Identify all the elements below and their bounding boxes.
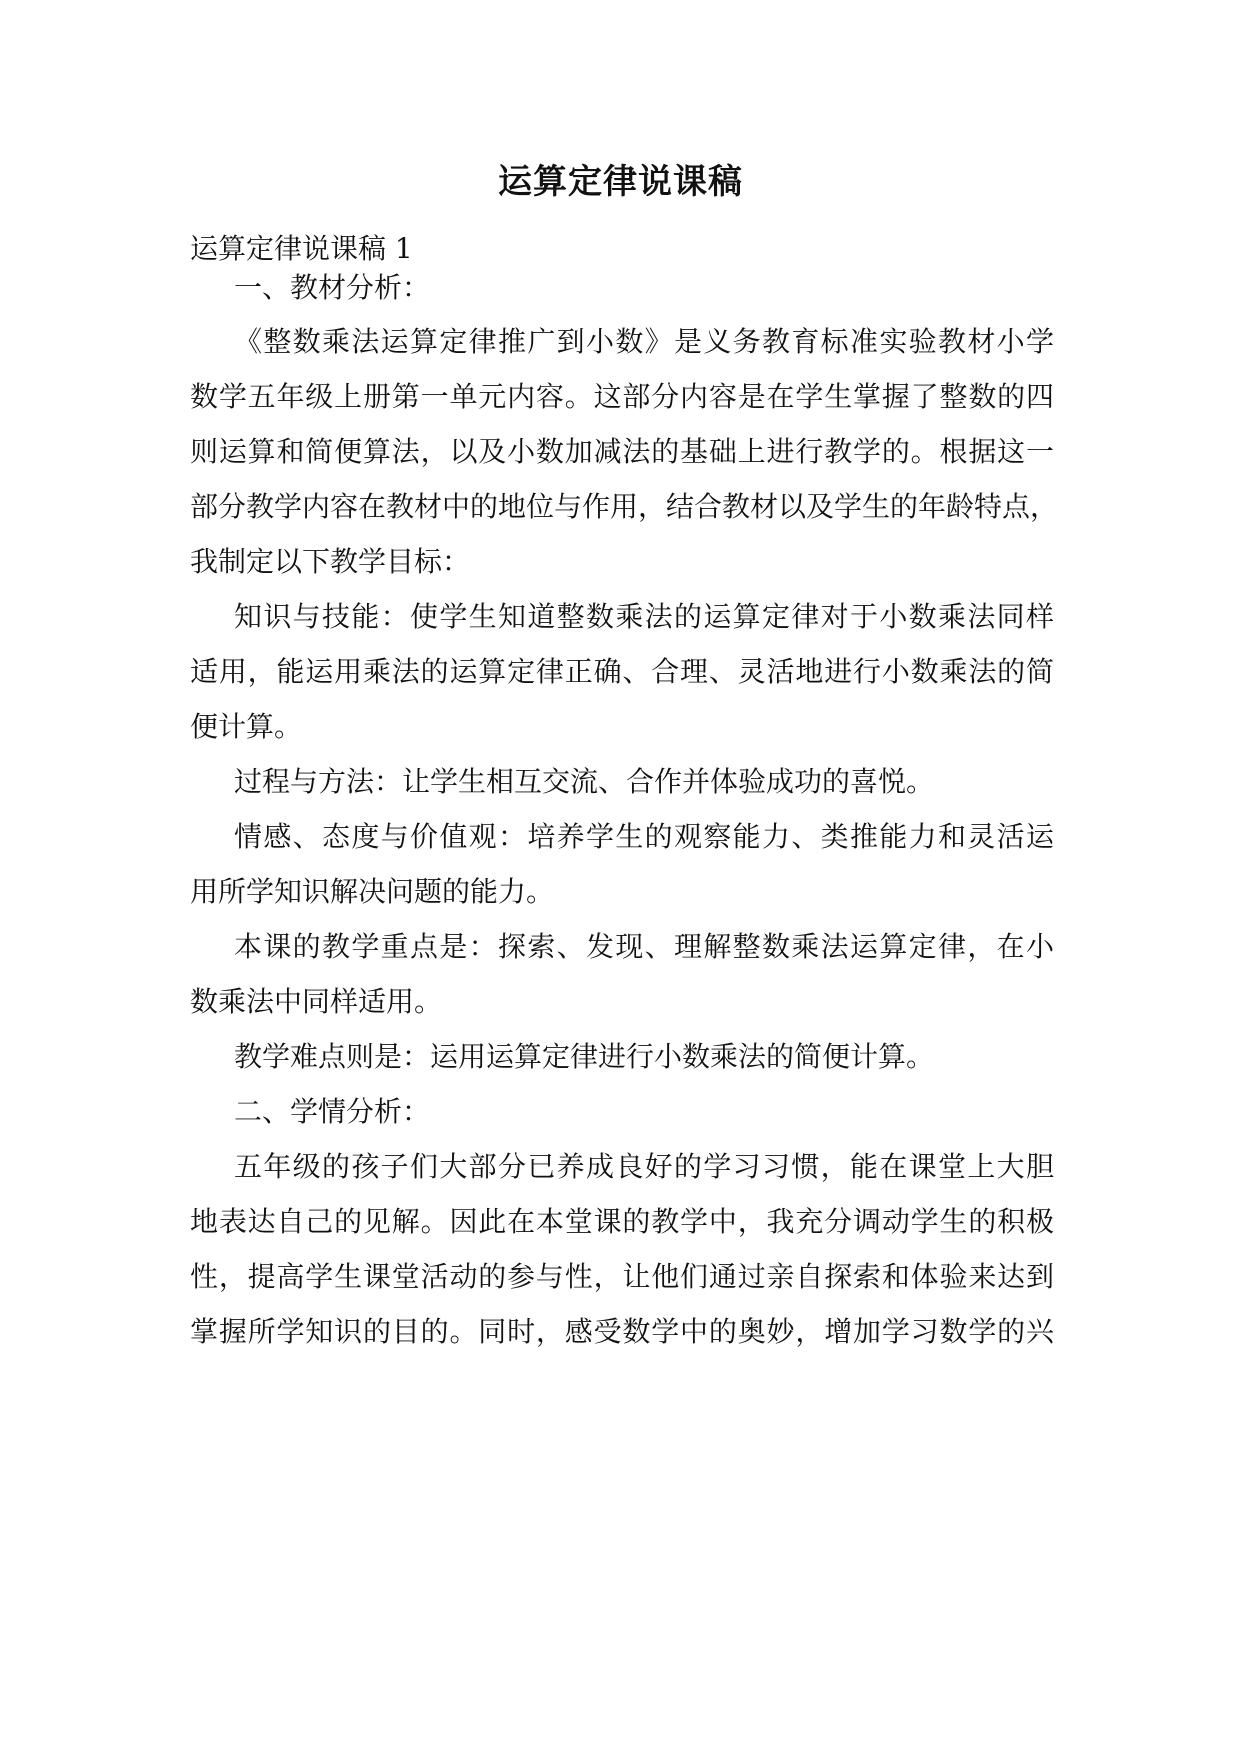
paragraph-line: 过程与方法：让学生相互交流、合作并体验成功的喜悦。 — [234, 765, 935, 798]
paragraph-line: 用所学知识解决问题的能力。 — [190, 875, 555, 908]
paragraph-line: 数学五年级上册第一单元内容。这部分内容是在学生掌握了整数的四 — [190, 380, 1054, 413]
document-subtitle: 运算定律说课稿 1 — [190, 232, 413, 265]
paragraph-line: 数乘法中同样适用。 — [190, 985, 443, 1018]
paragraph-line: 《整数乘法运算定律推广到小数》是义务教育标准实验教材小学 — [234, 325, 1054, 358]
section-heading-student-analysis: 二、学情分析： — [234, 1095, 431, 1128]
paragraph-line: 地表达自己的见解。因此在本堂课的教学中，我充分调动学生的积极 — [190, 1205, 1054, 1238]
paragraph-line: 教学难点则是：运用运算定律进行小数乘法的简便计算。 — [234, 1040, 935, 1073]
paragraph-line: 知识与技能：使学生知道整数乘法的运算定律对于小数乘法同样 — [234, 600, 1054, 633]
paragraph-line: 本课的教学重点是：探索、发现、理解整数乘法运算定律，在小 — [234, 930, 1054, 963]
paragraph-line: 适用，能运用乘法的运算定律正确、合理、灵活地进行小数乘法的简 — [190, 655, 1054, 688]
paragraph-line: 部分教学内容在教材中的地位与作用，结合教材以及学生的年龄特点， — [190, 490, 1059, 523]
paragraph-line: 五年级的孩子们大部分已养成良好的学习习惯，能在课堂上大胆 — [234, 1150, 1054, 1183]
paragraph-line: 则运算和简便算法，以及小数加减法的基础上进行教学的。根据这一 — [190, 435, 1054, 468]
paragraph-line: 我制定以下教学目标： — [190, 545, 471, 578]
section-heading-material-analysis: 一、教材分析： — [234, 271, 431, 304]
paragraph-line: 情感、态度与价值观：培养学生的观察能力、类推能力和灵活运 — [234, 820, 1054, 853]
paragraph-line: 性，提高学生课堂活动的参与性，让他们通过亲自探索和体验来达到 — [190, 1260, 1054, 1293]
paragraph-line: 掌握所学知识的目的。同时，感受数学中的奥妙，增加学习数学的兴 — [190, 1315, 1054, 1348]
document-title: 运算定律说课稿 — [498, 162, 743, 202]
paragraph-line: 便计算。 — [190, 710, 303, 743]
